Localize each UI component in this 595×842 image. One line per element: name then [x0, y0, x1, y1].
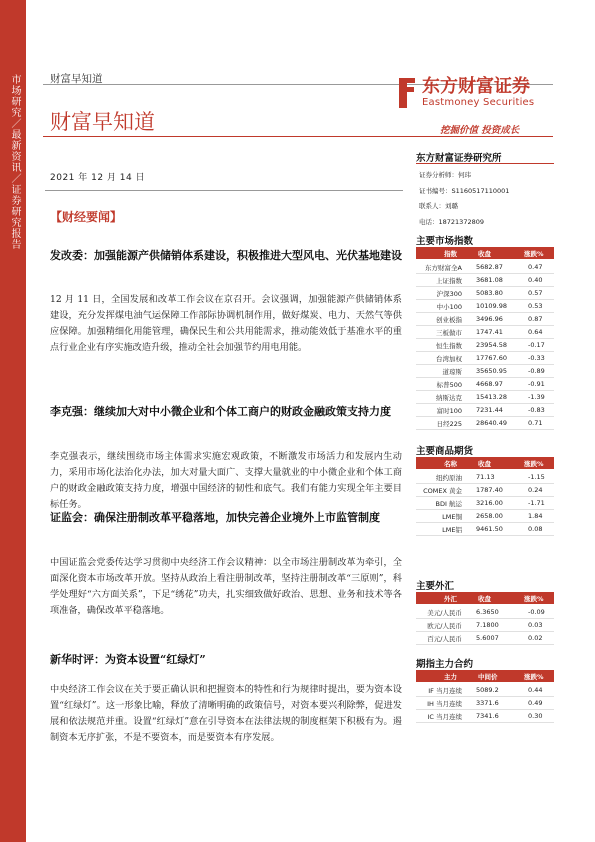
brand-slogan: 挖掘价值 投资成长	[440, 125, 520, 136]
table-row	[416, 403, 554, 417]
table-row	[416, 299, 554, 313]
contact-name: 联系人：刘璐	[419, 202, 458, 210]
table-row	[416, 416, 554, 430]
table-cell: 23954.58	[476, 341, 508, 349]
table-cell: 5083.80	[476, 289, 503, 297]
table-title: 主要外汇	[416, 581, 455, 592]
table-cell: 2658.00	[476, 512, 503, 520]
table-row	[416, 351, 554, 365]
table-cell: IH 当月连续	[427, 700, 462, 708]
table-row	[416, 273, 554, 287]
article-body: 李克强表示，继续围绕市场主体需求实施宏观政策，不断激发市场活力和发展内生动力，采用市场化法治化办法，加大对量大面广、支撑大量就业的中小微企业和个体工商户的财政金融政策支持力度，增强中国经济的韧性和底气。我们有能力实现全年主要目标任务。	[50, 451, 402, 510]
table-row	[416, 364, 554, 378]
table-cell: 上证指数	[436, 277, 462, 285]
table-cell: 0.02	[528, 634, 543, 642]
table-cell: -0.83	[528, 406, 545, 414]
table-header	[416, 247, 554, 259]
table-cell: IF 当月连续	[428, 687, 462, 695]
table-row	[416, 483, 554, 497]
article-title: 新华时评：为资本设置“红绿灯”	[50, 653, 206, 666]
brand-name-en: Eastmoney Securities	[422, 97, 535, 108]
table-header-cell: 涨跌%	[524, 250, 544, 258]
table-cell: 0.03	[528, 621, 543, 629]
table-cell: 创业板指	[436, 316, 462, 324]
table-header-cell: 主力	[444, 673, 457, 681]
table-cell: 5.6007	[476, 634, 499, 642]
table-cell: 0.40	[528, 276, 543, 284]
table-cell: -0.17	[528, 341, 545, 349]
page-title: 财富早知道	[50, 110, 155, 134]
table-cell: 10109.98	[476, 302, 508, 310]
table-header-cell: 收盘	[478, 250, 491, 258]
table-cell: -1.71	[528, 499, 545, 507]
table-cell: 沪深300	[436, 290, 462, 298]
table-header	[416, 670, 554, 682]
table-title: 期指主力合约	[416, 659, 474, 670]
table-cell: 百元/人民币	[427, 635, 462, 643]
table-cell: COMEX 黄金	[423, 487, 462, 495]
table-cell: 日经225	[436, 420, 462, 428]
table-cell: 中小100	[436, 303, 462, 311]
article-body: 中国证监会党委传达学习贯彻中央经济工作会议精神：以全市场注册制改革为牵引，全面深化资本市场改革开放。坚持从政治上看注册制改革，坚持注册制改革“三原则”，科学处理好“六方面关系”，下足“绣花”功夫，扎实细致做好政治、思想、业务和技术等各项准备，确保改革平稳落地。	[50, 557, 402, 616]
table-cell: 0.30	[528, 712, 543, 720]
table-cell: 7231.44	[476, 406, 503, 414]
table-cell: 1787.40	[476, 486, 503, 494]
table-header	[416, 457, 554, 469]
table-cell: 美元/人民币	[427, 609, 462, 617]
table-cell: 71.13	[476, 473, 495, 481]
table-cell: 1747.41	[476, 328, 503, 336]
table-cell: 0.87	[528, 315, 543, 323]
table-cell: 0.08	[528, 525, 543, 533]
table-row	[416, 286, 554, 300]
table-row	[416, 618, 554, 632]
table-cell: 35650.95	[476, 367, 508, 375]
table-cell: 3371.6	[476, 699, 499, 707]
date-divider	[45, 190, 403, 191]
sidebar-label: 市场研究／最新资讯／证券研究报告	[9, 74, 20, 250]
brand-logo	[396, 74, 556, 118]
table-cell: 4668.97	[476, 380, 503, 388]
table-cell: 0.53	[528, 302, 543, 310]
table-row	[416, 605, 554, 619]
table-cell: -0.33	[528, 354, 545, 362]
table-cell: -0.89	[528, 367, 545, 375]
table-row	[416, 338, 554, 352]
article-title: 李克强：继续加大对中小微企业和个体工商户的财政金融政策支持力度	[50, 405, 391, 418]
table-header-cell: 收盘	[478, 595, 491, 603]
table-header-cell: 收盘	[478, 460, 491, 468]
table-cell: 5089.2	[476, 686, 499, 694]
table-cell: 三板做市	[436, 329, 462, 337]
section-tag: 【财经要闻】	[50, 210, 123, 224]
table-header-cell: 涨跌%	[524, 595, 544, 603]
table-cell: 0.47	[528, 263, 543, 271]
table-row	[416, 522, 554, 536]
table-cell: 0.64	[528, 328, 543, 336]
table-cell: BDI 航运	[435, 500, 462, 508]
analyst-name: 证券分析师：何玮	[419, 171, 471, 179]
table-cell: 欧元/人民币	[427, 622, 462, 630]
table-cell: -0.91	[528, 380, 545, 388]
sidebar-band	[0, 0, 26, 842]
article-title: 证监会：确保注册制改革平稳落地，加快完善企业境外上市监管制度	[50, 511, 380, 524]
table-cell: 1.84	[528, 512, 543, 520]
table-cell: 东方财富全A	[425, 264, 462, 272]
brand-name-cn: 东方财富证券	[422, 76, 530, 97]
header-red-rule	[43, 136, 553, 137]
table-cell: 0.49	[528, 699, 543, 707]
article-body: 12 月 11 日，全国发展和改革工作会议在京召开。会议强调，加强能源产供储销体系建设，充分发挥煤电油气运保障工作部际协调机制作用，做好煤炭、电力、天然气等供应保障。加强精细化用能管理，确保民生和公共用能需求，推动能效低于基准水平的重点行业企业有序实施改造升级，推动全社会加强节约用电用能。	[50, 294, 402, 353]
header-section-name: 财富早知道	[50, 73, 103, 85]
table-cell: 7341.6	[476, 712, 499, 720]
table-row	[416, 631, 554, 645]
table-cell: 台湾加权	[436, 355, 462, 363]
table-header	[416, 592, 554, 604]
table-row	[416, 509, 554, 523]
table-cell: 0.71	[528, 419, 543, 427]
table-cell: 3681.08	[476, 276, 503, 284]
table-cell: -0.09	[528, 608, 545, 616]
table-cell: 道琼斯	[442, 368, 462, 376]
table-cell: 3216.00	[476, 499, 503, 507]
table-cell: LME铜	[442, 513, 462, 521]
table-cell: 7.1800	[476, 621, 499, 629]
table-header-cell: 外汇	[444, 595, 457, 603]
table-header-cell: 中间价	[478, 673, 498, 681]
table-cell: 17767.60	[476, 354, 508, 362]
table-title: 主要商品期货	[416, 446, 474, 457]
table-row	[416, 377, 554, 391]
contact-phone: 电话：18721372809	[419, 218, 484, 226]
table-header-cell: 涨跌%	[524, 460, 544, 468]
table-cell: -1.15	[528, 473, 545, 481]
table-row	[416, 496, 554, 510]
table-cell: 0.57	[528, 289, 543, 297]
table-cell: 0.24	[528, 486, 543, 494]
table-cell: 0.44	[528, 686, 543, 694]
table-header-cell: 名称	[444, 460, 457, 468]
table-cell: -1.39	[528, 393, 545, 401]
table-cell: 28640.49	[476, 419, 508, 427]
table-row	[416, 709, 554, 723]
report-date: 2021 年 12 月 14 日	[50, 173, 146, 183]
table-row	[416, 260, 554, 274]
table-cell: 5682.87	[476, 263, 503, 271]
article-body: 中央经济工作会议在关于要正确认识和把握资本的特性和行为规律时提出，要为资本设置“红绿灯”。这一形象比喻，释放了清晰明确的政策信号，对资本要兴利除弊，促进发展和依法规范并重。设置“红绿灯”意在引导资本在法律法规的制度框架下积极有为。遏制资本无序扩张，不是不要资本，而是要资本有序发展。	[50, 684, 402, 743]
table-cell: 15413.28	[476, 393, 508, 401]
table-row	[416, 312, 554, 326]
table-header-cell: 涨跌%	[524, 673, 544, 681]
table-cell: 6.3650	[476, 608, 499, 616]
table-row	[416, 683, 554, 697]
research-org: 东方财富证券研究所	[416, 150, 554, 164]
table-title: 主要市场指数	[416, 236, 474, 247]
table-cell: 富时100	[436, 407, 462, 415]
table-cell: 恒生指数	[436, 342, 462, 350]
table-cell: 9461.50	[476, 525, 503, 533]
table-header-cell: 指数	[444, 250, 457, 258]
table-cell: 标普500	[436, 381, 462, 389]
table-row	[416, 325, 554, 339]
table-row	[416, 696, 554, 710]
table-cell: LME铝	[442, 526, 462, 534]
table-cell: 纽约原油	[436, 474, 462, 482]
table-cell: IC 当月连续	[427, 713, 462, 721]
table-row	[416, 470, 554, 484]
article-title: 发改委：加强能源产供储销体系建设，积极推进大型风电、光伏基地建设	[50, 249, 402, 262]
brand-mark-icon	[396, 74, 418, 112]
cert-number: 证书编号：S1160517110001	[419, 187, 510, 195]
table-cell: 纳斯达克	[436, 394, 462, 402]
table-row	[416, 390, 554, 404]
table-cell: 3496.96	[476, 315, 503, 323]
